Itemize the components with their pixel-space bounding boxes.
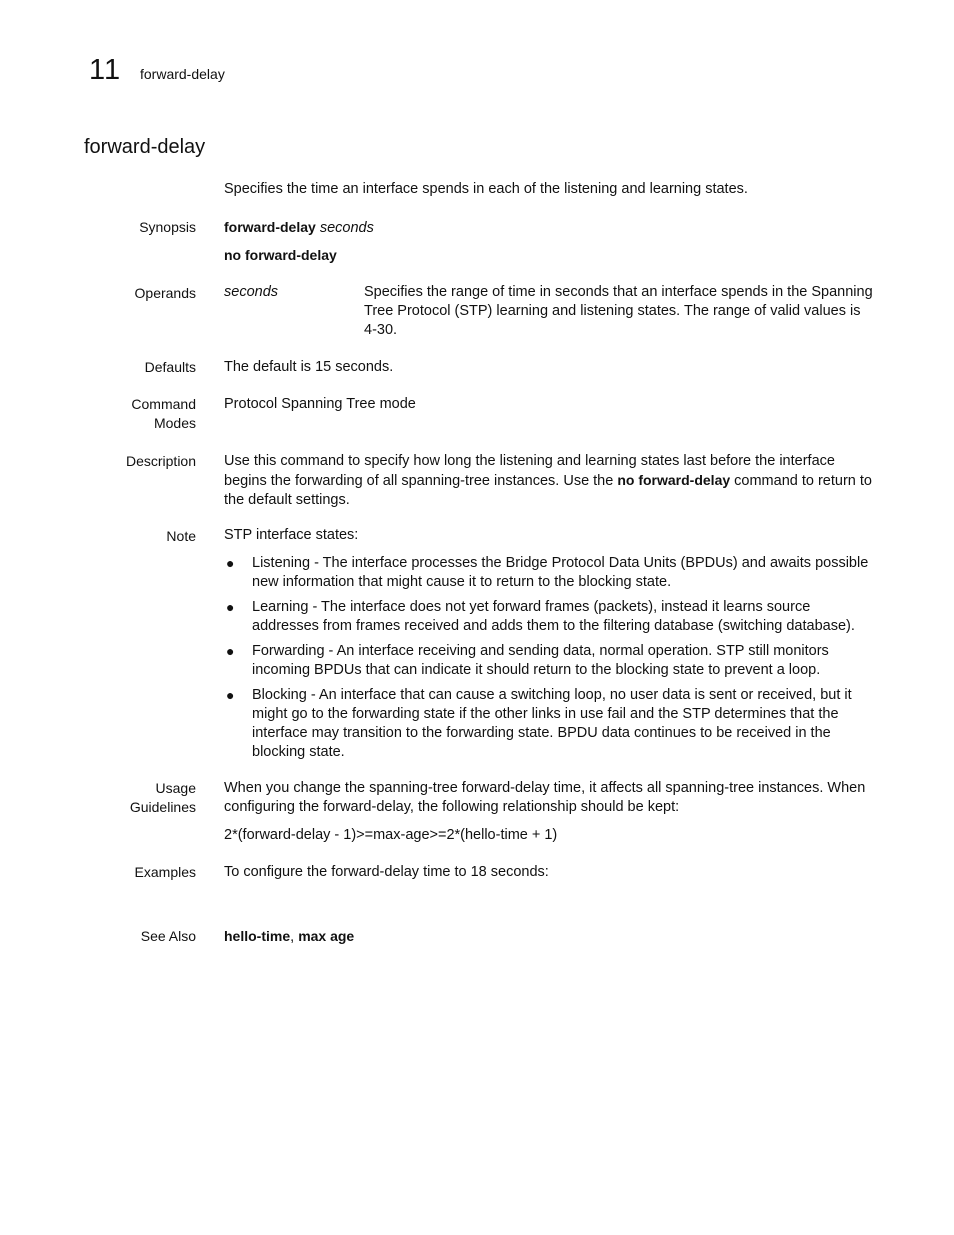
description-label: Description: [125, 453, 196, 469]
synopsis-no-command: no forward-delay: [224, 247, 337, 263]
usage-text: When you change the spanning-tree forward-delay time, it affects all spanning-tree instances. When configuring the forward-delay, the following relationship should be kept:: [224, 780, 866, 815]
synopsis-argument: seconds: [319, 220, 374, 236]
note-intro: STP interface states:: [224, 527, 359, 543]
usage-label-line2: Guidelines: [129, 799, 196, 815]
defaults-label: Defaults: [144, 359, 196, 375]
see-also-links: [224, 927, 874, 947]
bullet-text: Blocking - An interface that can cause a switching loop, no user data is sent or received, but it might go to the forwarding state if the other links in use fail and the STP determines that the interface may transition to the forwarding state. BPDU data continues to be received in the blocking state.: [252, 687, 852, 760]
synopsis-no-line: [224, 246, 874, 266]
intro-text: Specifies the time an interface spends in each of the listening and learning states.: [224, 181, 748, 197]
operand-name: seconds: [224, 284, 279, 300]
examples-label: Examples: [134, 864, 196, 880]
command-modes-label-line2: Modes: [153, 415, 196, 431]
running-header: forward-delay: [140, 66, 225, 82]
bullet-icon: ●: [226, 643, 235, 659]
bullet-icon: ●: [226, 599, 235, 615]
list-item: [224, 554, 874, 592]
note-bullet-list: [224, 554, 874, 768]
usage-label-line1: Usage: [155, 780, 196, 796]
bullet-text: Forwarding - An interface receiving and sending data, normal operation. STP still monitors incoming BPDUs that can indicate it should return to the blocking state to prevent a loop.: [252, 643, 829, 678]
list-item: [224, 598, 874, 636]
bullet-text: Learning - The interface does not yet forward frames (packets), instead it learns source addresses from frames received and adds them to the filtering database (switching database).: [252, 599, 855, 634]
defaults-text: The default is 15 seconds.: [224, 359, 394, 375]
description-text-after: command to return to the default settings.: [224, 473, 872, 508]
command-modes-label-line1: Command: [131, 396, 196, 412]
operands-label: Operands: [134, 285, 196, 301]
bullet-icon: ●: [226, 687, 235, 703]
bullet-icon: ●: [226, 555, 235, 571]
see-also-link-hello-time[interactable]: hello-time: [224, 928, 291, 944]
usage-formula: 2*(forward-delay - 1)>=max-age>=2*(hello-time + 1): [224, 827, 558, 843]
description-command: no forward-delay: [617, 472, 731, 488]
see-also-link-max-age[interactable]: max age: [298, 928, 355, 944]
usage-guidelines-label: [100, 779, 196, 817]
list-item: [224, 642, 874, 680]
description-text-before: Use this command to specify how long the listening and learning states last before the interface begins the forwarding of all spanning-tree instances. Use the: [224, 453, 835, 489]
description-text: [224, 452, 874, 510]
see-also-label: See Also: [140, 928, 196, 944]
examples-text: To configure the forward-delay time to 18 seconds:: [224, 864, 549, 880]
synopsis-command: forward-delay: [224, 219, 316, 235]
see-also-separator: ,: [290, 929, 299, 945]
operand-description: Specifies the range of time in seconds that an interface spends in the Spanning Tree Protocol (STP) learning and listening states. The range of valid values is 4-30.: [364, 284, 873, 338]
note-label: Note: [166, 528, 196, 544]
bullet-text: Listening - The interface processes the Bridge Protocol Data Units (BPDUs) and awaits possible new information that might cause it to return to the blocking state.: [252, 555, 869, 590]
list-item: [224, 686, 874, 762]
page-title: forward-delay: [84, 136, 206, 158]
synopsis-label: Synopsis: [139, 219, 196, 235]
command-modes-text: Protocol Spanning Tree mode: [224, 396, 416, 412]
command-modes-label: [100, 395, 196, 433]
synopsis-line: [224, 218, 874, 238]
chapter-number: 11: [89, 54, 122, 86]
